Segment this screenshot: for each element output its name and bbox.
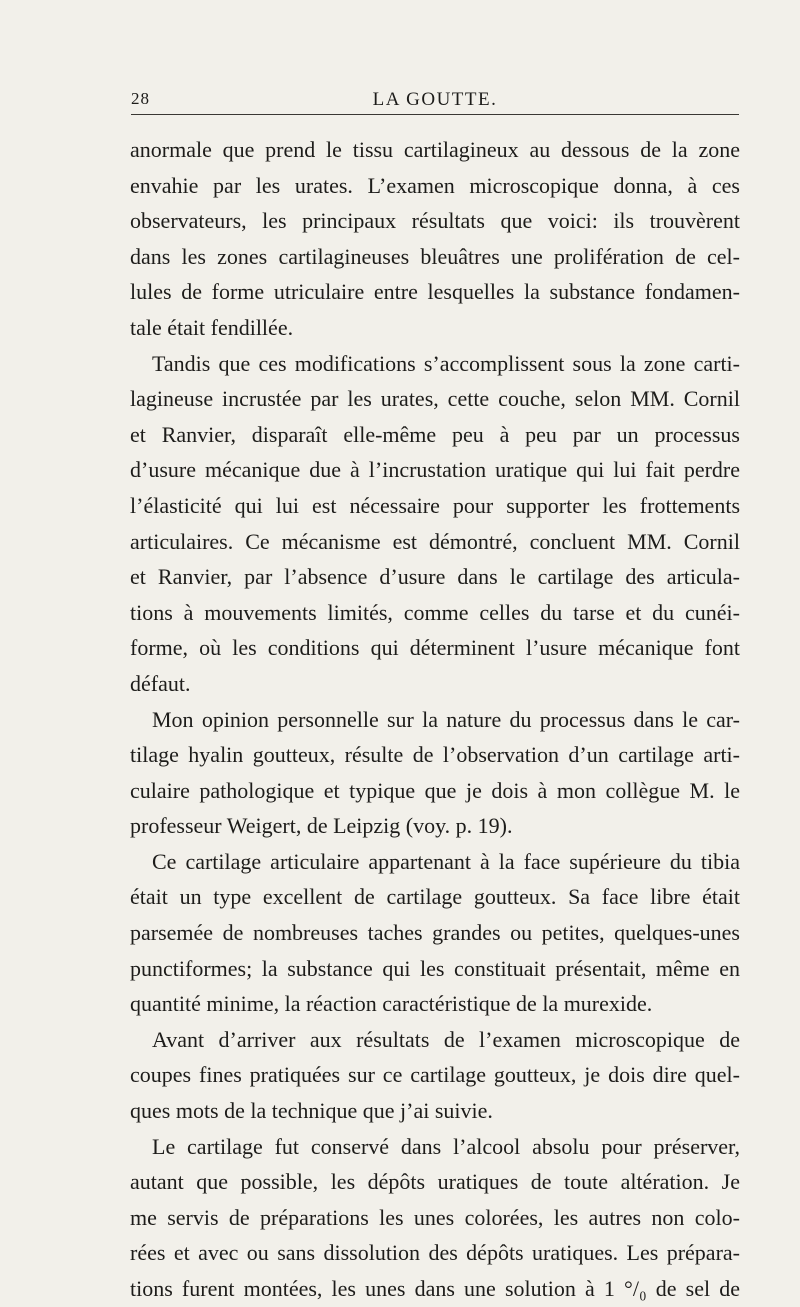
text-line: Ce cartilage articulaire appartenant à la face supérieure du tibia: [152, 848, 740, 874]
text-line: d’usure mécanique due à l’incrustation uratique qui lui fait perdre: [130, 457, 740, 483]
text-line: autant que possible, les dépôts uratiques de toute altération. Je: [130, 1169, 740, 1195]
text-line: observateurs, les principaux résultats que voici: ils trouvèrent: [130, 208, 740, 234]
text-line: Tandis que ces modifications s’accomplissent sous la zone carti-: [152, 350, 740, 376]
text-line: tions à mouvements limités, comme celles du tarse et du cunéi-: [130, 599, 740, 625]
text-line: forme, où les conditions qui déterminent l’usure mécanique font: [130, 635, 740, 661]
text-line: parsemée de nombreuses taches grandes ou petites, quelques-unes: [130, 920, 740, 946]
text-line: était un type excellent de cartilage goutteux. Sa face libre était: [130, 884, 740, 910]
text-line: dans les zones cartilagineuses bleuâtres une prolifération de cel-: [130, 243, 740, 269]
text-line: Le cartilage fut conservé dans l’alcool absolu pour préserver,: [152, 1133, 740, 1159]
text-line: professeur Weigert, de Leipzig (voy. p. 19).: [130, 813, 513, 839]
text-line: me servis de préparations les unes colorées, les autres non colo-: [130, 1204, 740, 1230]
body-text: [130, 132, 740, 1307]
running-title: LA GOUTTE.: [372, 89, 498, 110]
text-line: et Ranvier, par l’absence d’usure dans le cartilage des articula-: [130, 564, 740, 590]
header-rule: [131, 114, 739, 115]
running-head: [131, 89, 739, 113]
text-line: Avant d’arriver aux résultats de l’examen microscopique de: [152, 1026, 740, 1052]
text-line: Mon opinion personnelle sur la nature du processus dans le car-: [152, 706, 740, 732]
text-line: envahie par les urates. L’examen microscopique donna, à ces: [130, 172, 740, 198]
text-line: lagineuse incrustée par les urates, cette couche, selon MM. Cornil: [130, 386, 740, 412]
text-line: tale était fendillée.: [130, 314, 294, 340]
text-line: articulaires. Ce mécanisme est démontré, concluent MM. Cornil: [130, 528, 740, 554]
text-line: tions furent montées, les unes dans une solution à 1 °/₀ de sel de: [130, 1276, 740, 1301]
text-line: anormale que prend le tissu cartilagineux au dessous de la zone: [130, 137, 740, 162]
text-line: rées et avec ou sans dissolution des dépôts uratiques. Les prépara-: [130, 1240, 740, 1266]
text-line: et Ranvier, disparaît elle-même peu à peu par un processus: [130, 421, 740, 447]
text-line: coupes fines pratiquées sur ce cartilage goutteux, je dois dire quel-: [130, 1062, 740, 1088]
text-line: culaire pathologique et typique que je dois à mon collègue M. le: [130, 777, 740, 803]
page-number: 28: [131, 89, 150, 108]
text-line: ques mots de la technique que j’ai suivie.: [130, 1098, 493, 1124]
text-line: punctiformes; la substance qui les constituait présentait, même en: [130, 955, 740, 981]
text-line: lules de forme utriculaire entre lesquelles la substance fondamen-: [130, 279, 740, 305]
text-line: défaut.: [130, 670, 191, 696]
text-line: tilage hyalin goutteux, résulte de l’observation d’un cartilage arti-: [130, 742, 740, 768]
text-line: l’élasticité qui lui est nécessaire pour supporter les frottements: [130, 492, 740, 518]
text-line: quantité minime, la réaction caractéristique de la murexide.: [130, 991, 653, 1017]
